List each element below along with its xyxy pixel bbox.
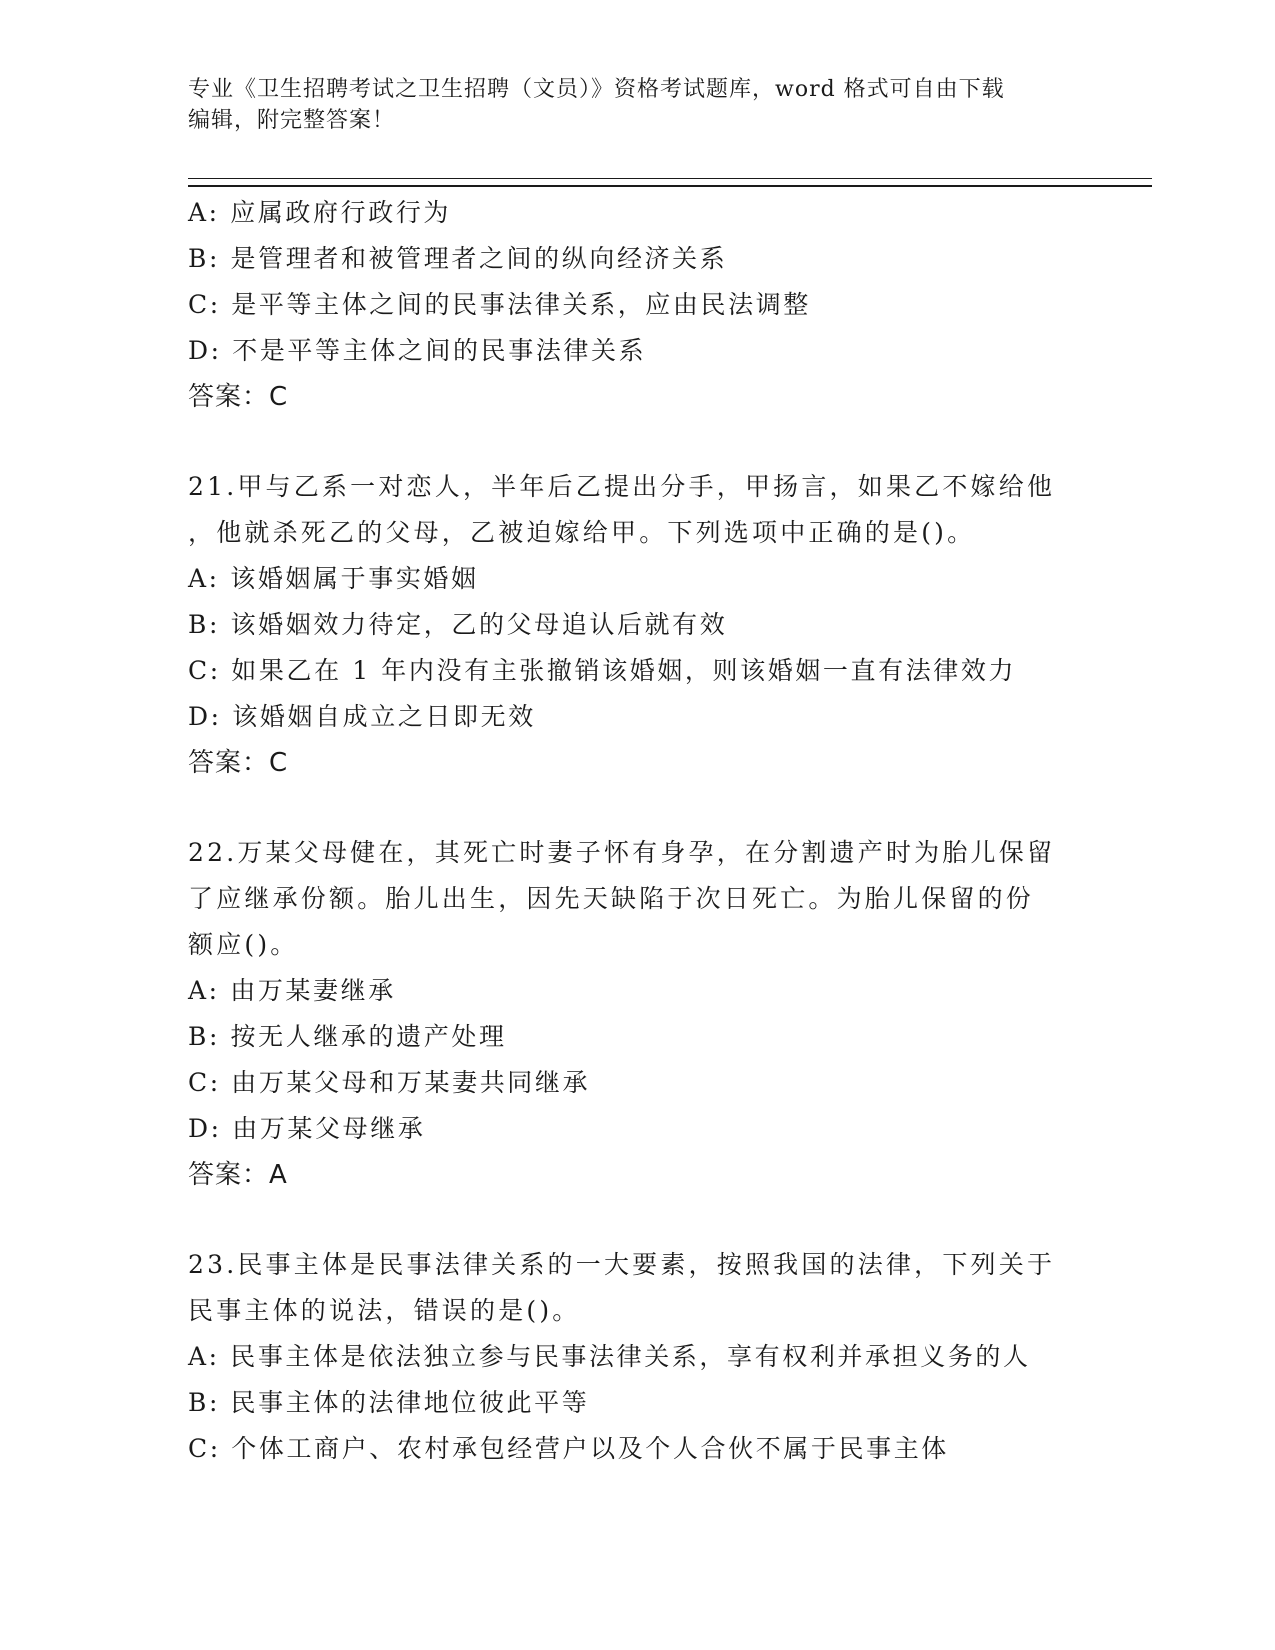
- answer-line: 答案：A: [188, 1160, 288, 1190]
- option-d: D: 由万某父母继承: [188, 1114, 426, 1143]
- page-header: [188, 74, 1088, 136]
- question-stem-line: ，他就杀死乙的父母，乙被迫嫁给甲。下列选项中正确的是()。: [188, 518, 976, 547]
- header-line-1: 专业《卫生招聘考试之卫生招聘（文员）》资格考试题库，word 格式可自由下载: [188, 77, 1005, 102]
- option-b: B: 该婚姻效力待定，乙的父母追认后就有效: [188, 610, 728, 639]
- option-b: B: 是管理者和被管理者之间的纵向经济关系: [188, 244, 728, 273]
- question-stem-line: 民事主体的说法，错误的是()。: [188, 1296, 581, 1325]
- question-stem-line: 23.民事主体是民事法律关系的一大要素，按照我国的法律，下列关于: [188, 1250, 1056, 1279]
- option-a: A: 民事主体是依法独立参与民事法律关系，享有权利并承担义务的人: [188, 1342, 1031, 1371]
- question-21: [188, 464, 1108, 786]
- option-b: B: 按无人继承的遗产处理: [188, 1022, 507, 1051]
- question-stem-line: 21.甲与乙系一对恋人，半年后乙提出分手，甲扬言，如果乙不嫁给他: [188, 472, 1056, 501]
- question-23: [188, 1242, 1108, 1472]
- answer-line: 答案：C: [188, 382, 289, 412]
- option-d: D: 该婚姻自成立之日即无效: [188, 702, 536, 731]
- document-body: [188, 190, 1108, 1472]
- header-divider: [188, 178, 1152, 187]
- option-a: A: 应属政府行政行为: [188, 198, 452, 227]
- header-line-2: 编辑，附完整答案！: [188, 108, 396, 133]
- option-b: B: 民事主体的法律地位彼此平等: [188, 1388, 590, 1417]
- option-c: C: 是平等主体之间的民事法律关系，应由民法调整: [188, 290, 811, 319]
- question-stem-line: 了应继承份额。胎儿出生，因先天缺陷于次日死亡。为胎儿保留的份: [188, 884, 1035, 913]
- answer-line: 答案：C: [188, 748, 289, 778]
- question-stem-line: 额应()。: [188, 930, 299, 959]
- option-a: A: 该婚姻属于事实婚姻: [188, 564, 479, 593]
- option-c: C: 由万某父母和万某妻共同继承: [188, 1068, 591, 1097]
- option-a: A: 由万某妻继承: [188, 976, 396, 1005]
- question-stem-line: 22.万某父母健在，其死亡时妻子怀有身孕，在分割遗产时为胎儿保留: [188, 838, 1056, 867]
- question-20-continued: [188, 190, 1108, 420]
- option-d: D: 不是平等主体之间的民事法律关系: [188, 336, 647, 365]
- option-c: C: 如果乙在 1 年内没有主张撤销该婚姻，则该婚姻一直有法律效力: [188, 656, 1017, 685]
- question-22: [188, 830, 1108, 1198]
- option-c: C: 个体工商户、农村承包经营户以及个人合伙不属于民事主体: [188, 1434, 949, 1463]
